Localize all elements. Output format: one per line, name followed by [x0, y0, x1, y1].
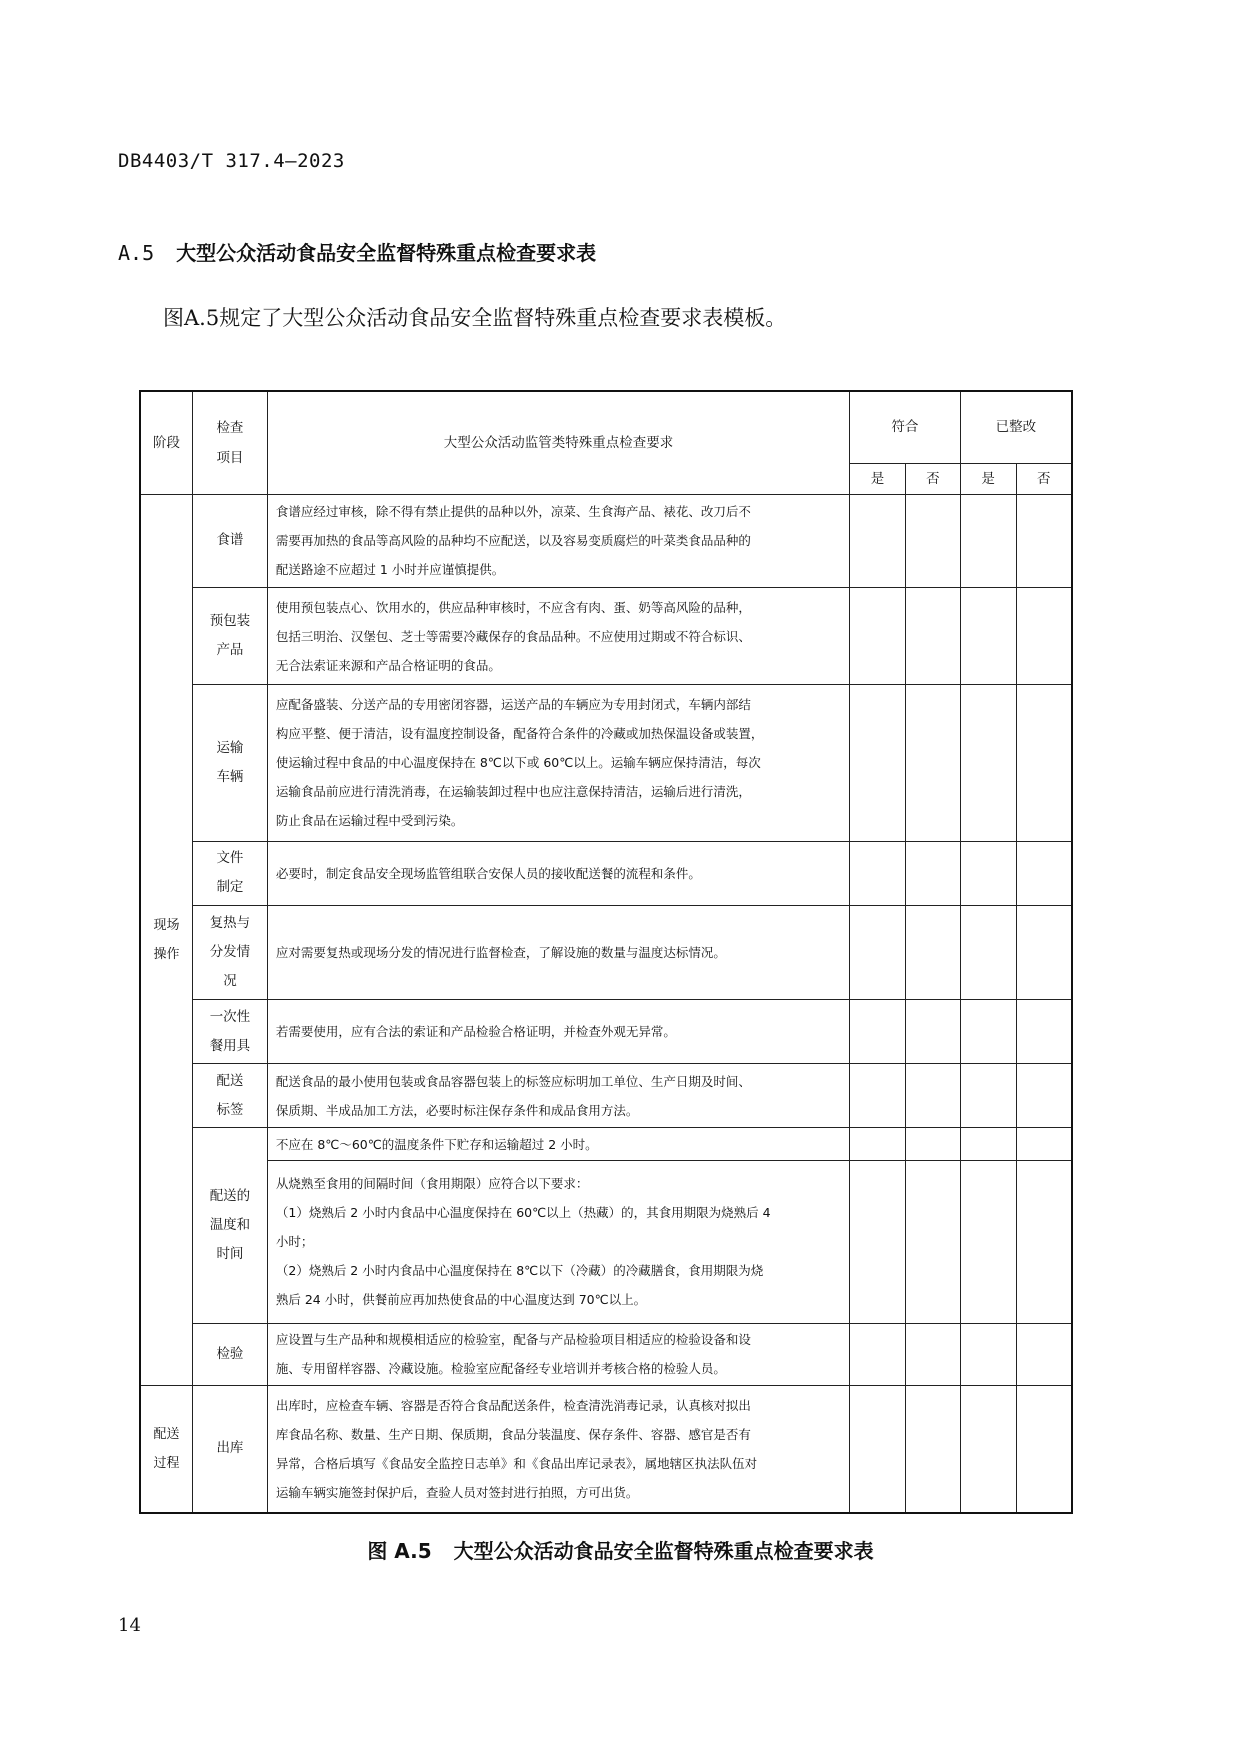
comply-no-checkbox[interactable] [905, 494, 960, 588]
table-row [140, 905, 1072, 1000]
rectified-yes-checkbox[interactable] [960, 1128, 1016, 1161]
item-line: 复热与 [209, 914, 251, 931]
comply-no-checkbox[interactable] [905, 685, 960, 842]
comply-no-checkbox[interactable] [905, 1161, 960, 1324]
comply-yes-checkbox[interactable] [850, 905, 906, 1000]
comply-no-checkbox[interactable] [905, 1064, 960, 1128]
item-line: 出库 [216, 1440, 244, 1457]
header-comply-yes: 是 [850, 463, 906, 494]
requirement-line: 小时； [275, 1234, 314, 1250]
comply-yes-checkbox[interactable] [850, 1323, 906, 1385]
figure-number: 图 A.5 [367, 1539, 432, 1563]
rectified-yes-checkbox[interactable] [960, 905, 1016, 1000]
requirement-line: 使用预包装点心、饮用水的，供应品种审核时，不应含有肉、蛋、奶等高风险的品种， [275, 599, 751, 615]
requirement-line: 从烧熟至食用的间隔时间（食用期限）应符合以下要求： [275, 1176, 589, 1192]
requirement-line: 异常，合格后填写《食品安全监控日志单》和《食品出库记录表》，属地辖区执法队伍对 [275, 1455, 758, 1471]
comply-no-checkbox[interactable] [905, 588, 960, 685]
requirement-line: 需要再加热的食品等高风险的品种均不应配送，以及容易变质腐烂的叶菜类食品品种的 [275, 533, 751, 549]
item-cell [193, 1128, 268, 1324]
rectified-yes-checkbox[interactable] [960, 588, 1016, 685]
item-cell [193, 1000, 268, 1064]
rectified-yes-checkbox[interactable] [960, 685, 1016, 842]
rectified-yes-checkbox[interactable] [960, 1161, 1016, 1324]
item-line: 制定 [216, 879, 244, 896]
requirement-cell [267, 905, 849, 1000]
header-stage: 阶段 [140, 391, 193, 494]
section-number: A.5 [118, 241, 155, 265]
table-row [140, 1161, 1072, 1324]
item-cell [193, 905, 268, 1000]
header-rectified: 已整改 [960, 391, 1072, 463]
intro-paragraph: 图A.5规定了大型公众活动食品安全监督特殊重点检查要求表模板。 [163, 306, 787, 330]
header-requirement: 大型公众活动监管类特殊重点检查要求 [267, 391, 849, 494]
table-row [140, 841, 1072, 905]
requirement-line: 防止食品在运输过程中受到污染。 [275, 813, 464, 829]
rectified-yes-checkbox[interactable] [960, 841, 1016, 905]
figure-title: 大型公众活动食品安全监督特殊重点检查要求表 [453, 1539, 874, 1563]
rectified-yes-checkbox[interactable] [960, 494, 1016, 588]
table-row [140, 1128, 1072, 1161]
requirement-line: 无合法索证来源和产品合格证明的食品。 [275, 657, 501, 673]
requirement-cell [267, 494, 849, 588]
comply-yes-checkbox[interactable] [850, 588, 906, 685]
comply-no-checkbox[interactable] [905, 1128, 960, 1161]
rectified-no-checkbox[interactable] [1016, 1064, 1072, 1128]
header-comply-no: 否 [905, 463, 960, 494]
requirement-cell [267, 1323, 849, 1385]
rectified-no-checkbox[interactable] [1016, 1128, 1072, 1161]
requirement-line: 构应平整、便于清洁，设有温度控制设备，配备符合条件的冷藏或加热保温设备或装置， [275, 726, 764, 742]
requirement-line: 包括三明治、汉堡包、芝士等需要冷藏保存的食品品种。不应使用过期或不符合标识、 [275, 628, 751, 644]
rectified-no-checkbox[interactable] [1016, 1161, 1072, 1324]
item-line: 运输 [216, 739, 244, 756]
item-line: 况 [223, 972, 237, 989]
item-line: 车辆 [216, 768, 244, 785]
comply-yes-checkbox[interactable] [850, 1161, 906, 1324]
item-line: 食谱 [216, 532, 244, 549]
requirement-line: 应设置与生产品种和规模相适应的检验室，配备与产品检验项目相适应的检验设备和设 [275, 1332, 751, 1348]
requirement-line: 配送路途不应超过 1 小时并应谨慎提供。 [275, 562, 505, 578]
item-line: 预包装 [209, 613, 251, 630]
figure-caption [0, 1535, 1241, 1564]
item-cell [193, 494, 268, 588]
item-cell [193, 841, 268, 905]
requirement-cell [267, 1385, 849, 1513]
requirement-line: 熟后 24 小时，供餐前应再加热使食品的中心温度达到 70℃以上。 [275, 1292, 647, 1308]
requirement-line: 使运输过程中食品的中心温度保持在 8℃以下或 60℃以上。运输车辆应保持清洁，每次 [275, 755, 761, 771]
requirement-line: 库食品名称、数量、生产日期、保质期，食品分装温度、保存条件、容器、感官是否有 [275, 1426, 751, 1442]
table-row [140, 588, 1072, 685]
header-item-line: 项目 [216, 449, 244, 466]
item-line: 温度和 [209, 1216, 251, 1233]
comply-yes-checkbox[interactable] [850, 1128, 906, 1161]
requirement-line: 不应在 8℃～60℃的温度条件下贮存和运输超过 2 小时。 [275, 1136, 598, 1152]
rectified-no-checkbox[interactable] [1016, 905, 1072, 1000]
header-item-line: 检查 [216, 419, 244, 436]
item-line: 分发情 [209, 943, 251, 960]
item-cell [193, 685, 268, 842]
document-code: DB4403/T 317.4—2023 [118, 150, 345, 172]
item-line: 时间 [216, 1245, 244, 1262]
stage-cell [140, 1385, 193, 1513]
rectified-no-checkbox[interactable] [1016, 1323, 1072, 1385]
section-heading [118, 237, 596, 266]
requirement-cell [267, 1064, 849, 1128]
rectified-no-checkbox[interactable] [1016, 588, 1072, 685]
rectified-no-checkbox[interactable] [1016, 1385, 1072, 1513]
item-line: 一次性 [209, 1008, 251, 1025]
requirement-line: 运输车辆实施签封保护后，查验人员对签封进行拍照，方可出货。 [275, 1484, 639, 1500]
item-cell [193, 588, 268, 685]
rectified-yes-checkbox[interactable] [960, 1000, 1016, 1064]
comply-yes-checkbox[interactable] [850, 841, 906, 905]
requirement-line: （1）烧熟后 2 小时内食品中心温度保持在 60℃以上（热藏）的，其食用期限为烧熟后 4 [275, 1205, 771, 1221]
comply-yes-checkbox[interactable] [850, 685, 906, 842]
table-row [140, 685, 1072, 842]
requirement-line: 保质期、半成品加工方法，必要时标注保存条件和成品食用方法。 [275, 1102, 639, 1118]
requirement-line: 若需要使用，应有合法的索证和产品检验合格证明，并检查外观无异常。 [275, 1024, 676, 1040]
comply-no-checkbox[interactable] [905, 1323, 960, 1385]
rectified-yes-checkbox[interactable] [960, 1064, 1016, 1128]
requirement-line: 运输食品前应进行清洗消毒，在运输装卸过程中也应注意保持清洁，运输后进行清洗， [275, 784, 751, 800]
stage-cell [140, 494, 193, 1385]
requirement-cell [267, 1000, 849, 1064]
requirement-cell [267, 685, 849, 842]
table-row [140, 1323, 1072, 1385]
stage-line: 过程 [153, 1455, 180, 1471]
requirement-cell [267, 1161, 849, 1324]
requirement-cell [267, 841, 849, 905]
table-row [140, 1064, 1072, 1128]
requirement-line: 配送食品的最小使用包装或食品容器包装上的标签应标明加工单位、生产日期及时间、 [275, 1073, 751, 1089]
header-rectified-yes: 是 [960, 463, 1016, 494]
table-row [140, 1385, 1072, 1513]
comply-yes-checkbox[interactable] [850, 494, 906, 588]
item-cell [193, 1064, 268, 1128]
comply-yes-checkbox[interactable] [850, 1000, 906, 1064]
requirement-cell [267, 1128, 849, 1161]
requirement-line: 出库时，应检查车辆、容器是否符合食品配送条件，检查清洗消毒记录，认真核对拟出 [275, 1397, 751, 1413]
requirement-line: 食谱应经过审核，除不得有禁止提供的品种以外，凉菜、生食海产品、裱花、改刀后不 [275, 504, 751, 520]
comply-no-checkbox[interactable] [905, 841, 960, 905]
requirement-cell [267, 588, 849, 685]
inspection-requirements-table [139, 390, 1073, 1514]
comply-no-checkbox[interactable] [905, 1385, 960, 1513]
requirement-line: （2）烧熟后 2 小时内食品中心温度保持在 8℃以下（冷藏）的冷藏膳食，食用期限为烧 [275, 1263, 764, 1279]
comply-no-checkbox[interactable] [905, 1000, 960, 1064]
header-item [193, 391, 268, 494]
requirement-line: 应对需要复热或现场分发的情况进行监督检查，了解设施的数量与温度达标情况。 [275, 944, 726, 960]
stage-line: 配送 [153, 1426, 180, 1442]
rectified-yes-checkbox[interactable] [960, 1385, 1016, 1513]
item-line: 配送 [216, 1072, 244, 1089]
table-row [140, 494, 1072, 588]
comply-no-checkbox[interactable] [905, 905, 960, 1000]
header-comply: 符合 [850, 391, 961, 463]
rectified-yes-checkbox[interactable] [960, 1323, 1016, 1385]
item-line: 检验 [216, 1345, 244, 1362]
rectified-no-checkbox[interactable] [1016, 841, 1072, 905]
stage-line: 操作 [153, 946, 180, 962]
item-cell [193, 1323, 268, 1385]
comply-yes-checkbox[interactable] [850, 1064, 906, 1128]
item-line: 配送的 [209, 1187, 251, 1204]
rectified-no-checkbox[interactable] [1016, 1000, 1072, 1064]
header-rectified-no: 否 [1016, 463, 1072, 494]
item-line: 文件 [216, 850, 244, 867]
item-line: 餐用具 [209, 1037, 251, 1054]
rectified-no-checkbox[interactable] [1016, 494, 1072, 588]
requirement-line: 施、专用留样容器、冷藏设施。检验室应配备经专业培训并考核合格的检验人员。 [275, 1361, 726, 1377]
rectified-no-checkbox[interactable] [1016, 685, 1072, 842]
item-cell [193, 1385, 268, 1513]
requirement-line: 必要时，制定食品安全现场监管组联合安保人员的接收配送餐的流程和条件。 [275, 865, 701, 881]
stage-line: 现场 [153, 917, 180, 933]
page-number: 14 [118, 1615, 141, 1636]
item-line: 产品 [216, 642, 244, 659]
table-row [140, 1000, 1072, 1064]
requirement-line: 应配备盛装、分送产品的专用密闭容器，运送产品的车辆应为专用封闭式，车辆内部结 [275, 697, 751, 713]
comply-yes-checkbox[interactable] [850, 1385, 906, 1513]
item-line: 标签 [216, 1101, 244, 1118]
section-title: 大型公众活动食品安全监督特殊重点检查要求表 [176, 241, 597, 265]
